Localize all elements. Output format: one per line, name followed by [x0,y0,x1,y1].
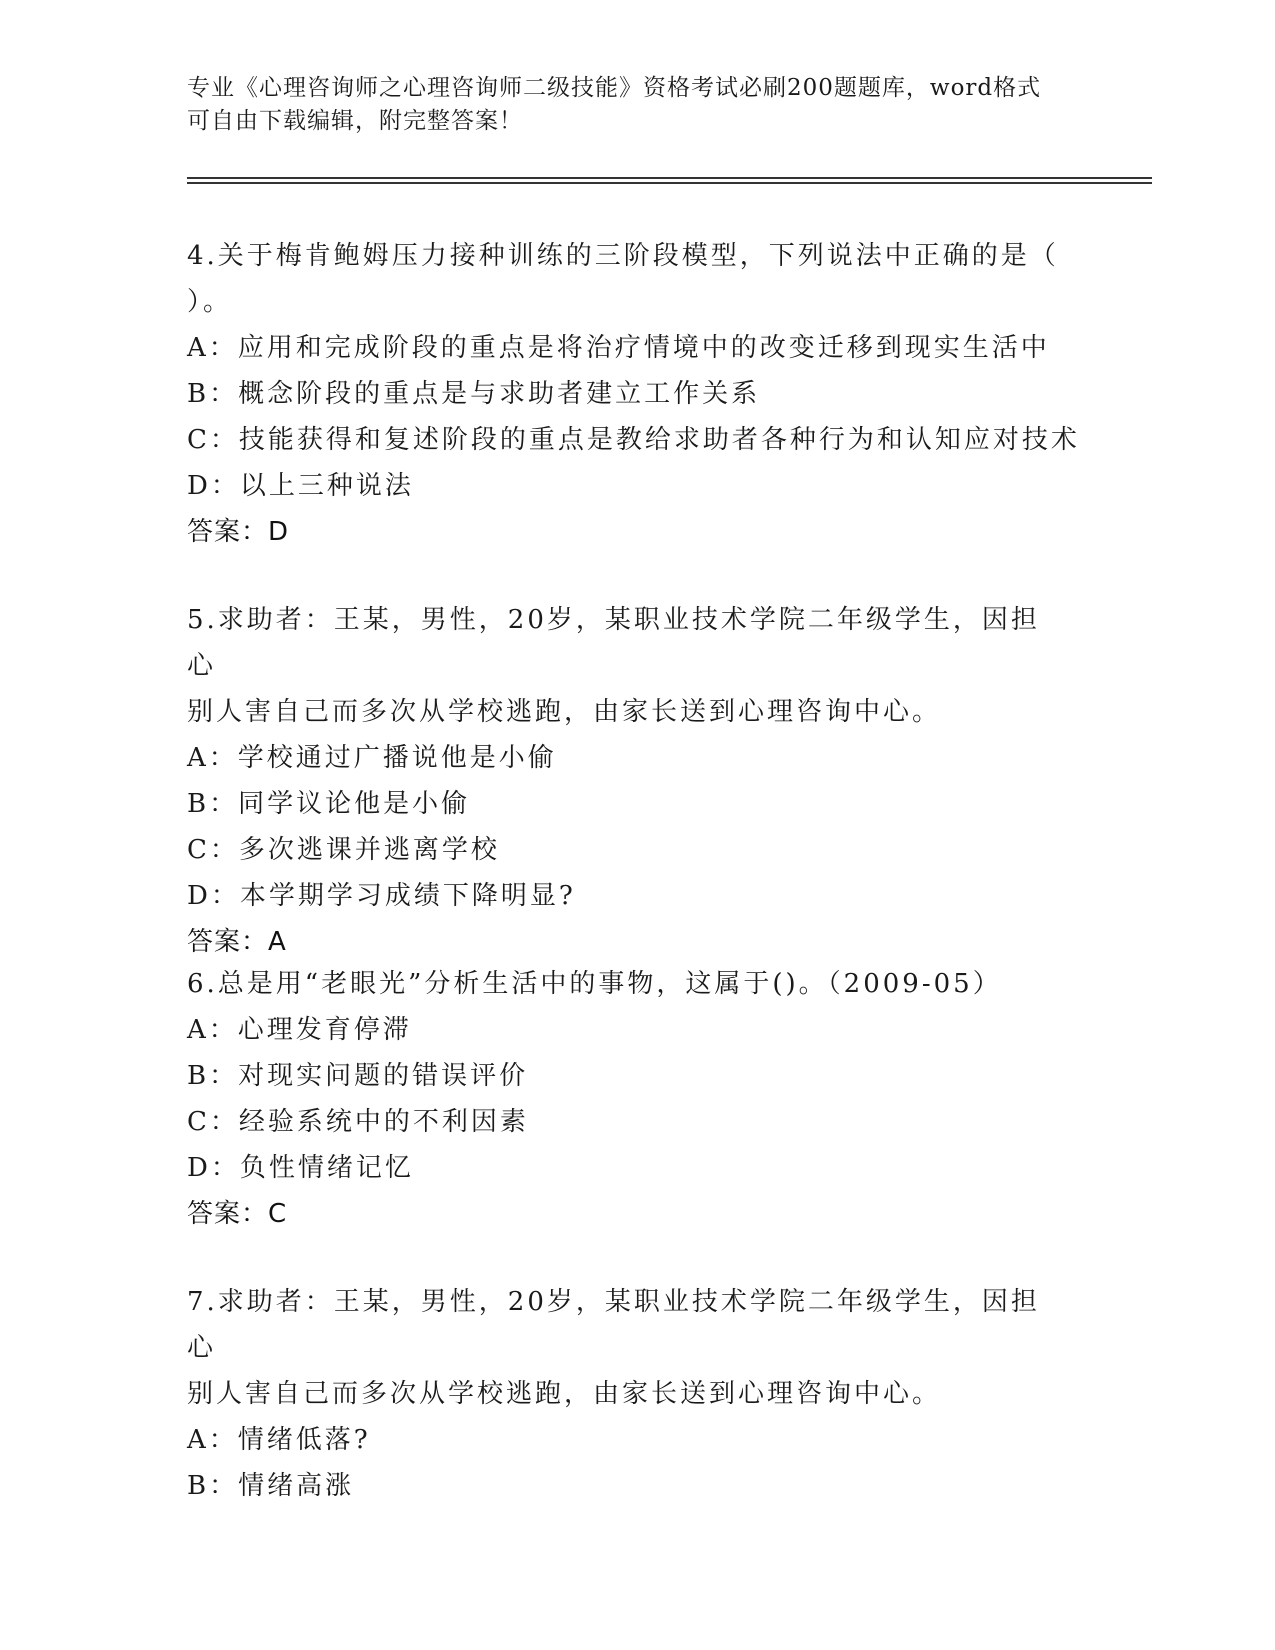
option-d: D：本学期学习成绩下降明显? [187,881,576,911]
header-line-2: 可自由下载编辑，附完整答案！ [187,108,523,134]
question-6 [187,961,1067,1237]
question-stem-line: 7.求助者：王某，男性，20岁，某职业技术学院二年级学生，因担心 [187,1287,1040,1363]
question-stem-line: 6.总是用“老眼光”分析生活中的事物，这属于()。（2009-05） [187,969,1002,999]
answer-line: 答案：A [187,927,287,957]
question-stem-line: 5.求助者：王某，男性，20岁，某职业技术学院二年级学生，因担心 [187,605,1040,681]
option-b: B：概念阶段的重点是与求助者建立工作关系 [187,379,761,409]
document-header [187,72,1067,138]
option-a: A：学校通过广播说他是小偷 [187,743,557,773]
option-c: C：多次逃课并逃离学校 [187,835,500,865]
option-c: C：技能获得和复述阶段的重点是教给求助者各种行为和认知应对技术 [187,425,1080,455]
question-stem-line: 4.关于梅肯鲍姆压力接种训练的三阶段模型，下列说法中正确的是（ [187,241,1059,271]
header-divider-bottom [187,182,1152,184]
option-c: C：经验系统中的不利因素 [187,1107,529,1137]
option-b: B：对现实问题的错误评价 [187,1061,529,1091]
question-5 [187,597,1067,965]
question-7 [187,1279,1067,1509]
answer-line: 答案：C [187,1199,288,1229]
question-4 [187,233,1080,555]
answer-line: 答案：D [187,517,290,547]
option-a: A：情绪低落? [187,1425,371,1455]
question-stem-line: 别人害自己而多次从学校逃跑，由家长送到心理咨询中心。 [187,1379,942,1409]
option-b: B：同学议论他是小偷 [187,789,471,819]
question-stem-line: ）。 [187,287,233,317]
header-line-1: 专业《心理咨询师之心理咨询师二级技能》资格考试必刷200题题库，word格式 [187,75,1042,101]
option-d: D：负性情绪记忆 [187,1153,414,1183]
option-b: B：情绪高涨 [187,1471,355,1501]
header-divider-top [187,177,1152,179]
option-a: A：应用和完成阶段的重点是将治疗情境中的改变迁移到现实生活中 [187,333,1050,363]
question-stem-line: 别人害自己而多次从学校逃跑，由家长送到心理咨询中心。 [187,697,942,727]
option-d: D：以上三种说法 [187,471,414,501]
option-a: A：心理发育停滞 [187,1015,412,1045]
